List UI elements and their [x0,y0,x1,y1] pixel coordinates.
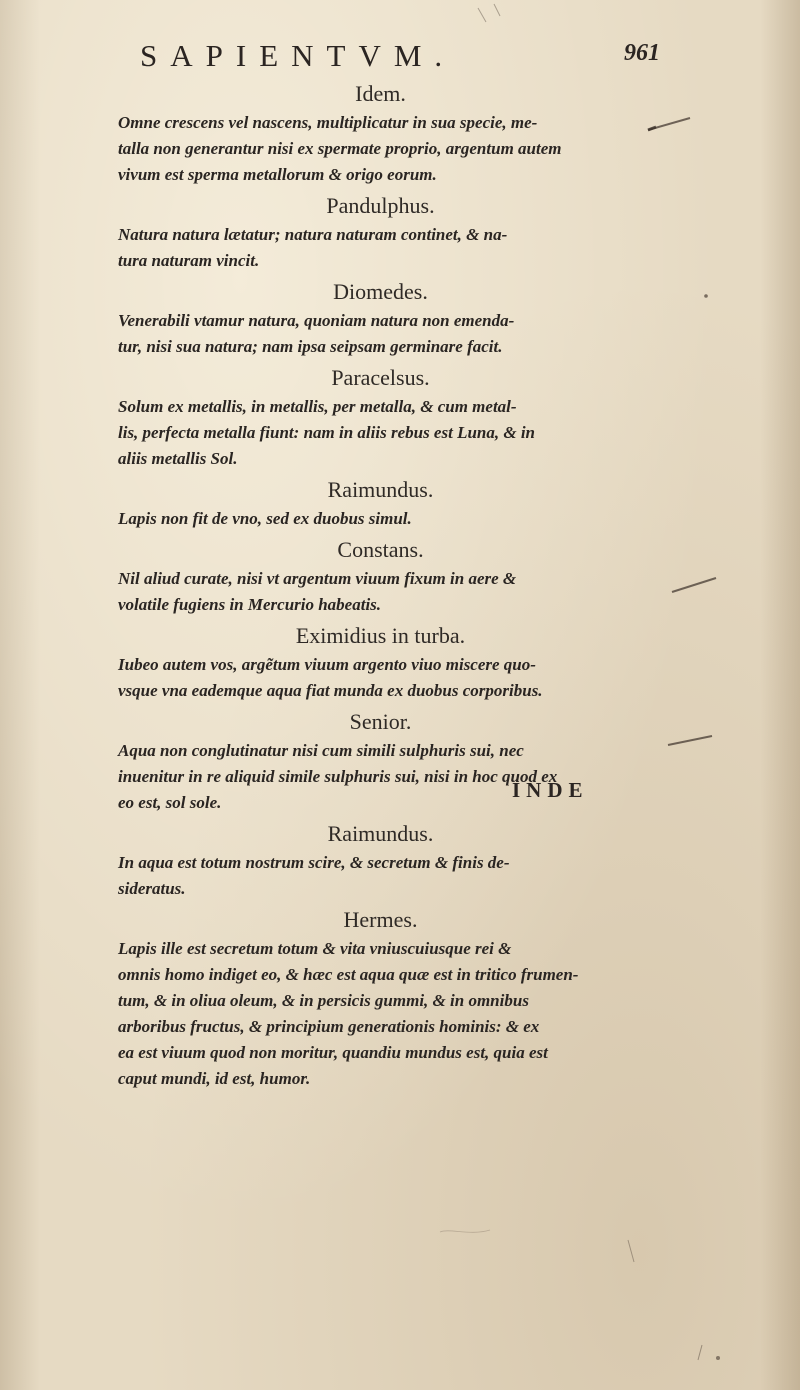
running-title: SAPIENTVM. [140,38,456,73]
quotation-line: caput mundi, id est, humor. [118,1069,311,1088]
quotation [118,566,643,618]
author-heading: Raimundus. [327,477,434,502]
quotation [118,394,643,472]
quotation-line: In aqua est totum nostrum scire, & secretum & finis de- [118,853,510,872]
running-head [140,38,660,78]
quotation [118,936,643,1092]
author-heading: Pandulphus. [326,193,435,218]
author-heading: Diomedes. [333,279,428,304]
quotation-line: arboribus fructus, & principium generationis hominis: & ex [118,1017,540,1036]
author-heading: Raimundus. [327,821,434,846]
quotation-line: Lapis ille est secretum totum & vita vniuscuiusque rei & [118,939,512,958]
quotation-line: Solum ex metallis, in metallis, per metalla, & cum metal- [118,397,517,416]
quotation-line: tum, & in oliua oleum, & in persicis gummi, & in omnibus [118,991,529,1010]
author-heading: Senior. [349,709,412,734]
catchword: INDE [512,778,589,802]
author-heading: Hermes. [343,907,418,932]
quotation-line: ea est viuum quod non moritur, quandiu mundus est, quia est [118,1043,548,1062]
quotation [118,222,643,274]
quotation [118,308,643,360]
quotation-line: vivum est sperma metallorum & origo eorum. [118,165,437,184]
quotation-line: Nil aliud curate, nisi vt argentum viuum fixum in aere & [118,569,517,588]
page-number: 961 [624,40,660,66]
quotation-line: Venerabili vtamur natura, quoniam natura non emenda- [118,311,515,330]
quotation [118,850,643,902]
quotation-line: vsque vna eademque aqua fiat munda ex duobus corporibus. [118,681,543,700]
quotation-line: talla non generantur nisi ex spermate proprio, argentum autem [118,139,562,158]
quotation-line: tur, nisi sua natura; nam ipsa seipsam germinare facit. [118,337,503,356]
page-text [118,80,643,1096]
quotation-line: Aqua non conglutinatur nisi cum simili sulphuris sui, nec [118,741,524,760]
quotation-line: Natura natura lætatur; natura naturam continet, & na- [118,225,508,244]
author-heading: Paracelsus. [331,365,430,390]
quotation [118,506,643,532]
quotation-line: aliis metallis Sol. [118,449,238,468]
quotation-line: volatile fugiens in Mercurio habeatis. [118,595,382,614]
quotation-line: Iubeo autem vos, argẽtum viuum argento viuo miscere quo- [118,655,536,674]
author-heading: Eximidius in turba. [295,623,466,648]
quotation-line: omnis homo indiget eo, & hæc est aqua quæ est in tritico frumen- [118,965,579,984]
quotation-line: lis, perfecta metalla fiunt: nam in aliis rebus est Luna, & in [118,423,536,442]
author-heading: Idem. [355,81,406,106]
quotation-line: Omne crescens vel nascens, multiplicatur in sua specie, me- [118,113,538,132]
quotation-line: Lapis non fit de vno, sed ex duobus simul. [118,509,412,528]
quotation-line: tura naturam vincit. [118,251,260,270]
quotation-line: sideratus. [118,879,186,898]
quotation-line: eo est, sol sole. [118,793,222,812]
author-heading: Constans. [337,537,424,562]
quotation-line: inuenitur in re aliquid simile sulphuris sui, nisi in hoc quod ex [118,767,558,786]
quotation [118,110,643,188]
quotation [118,738,643,816]
quotation [118,652,643,704]
